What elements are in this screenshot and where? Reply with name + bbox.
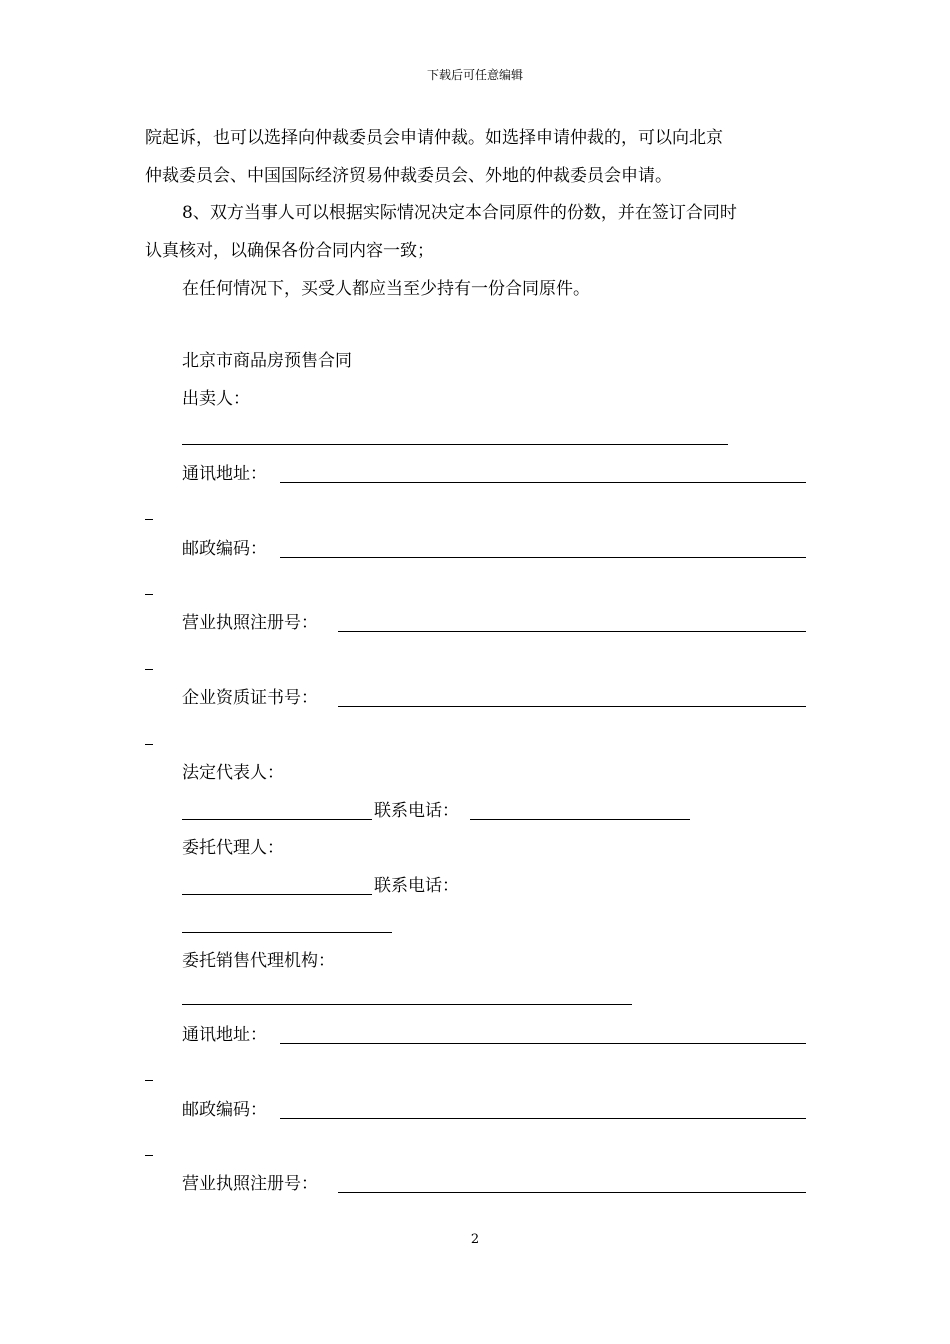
- blank-continuation: [145, 744, 153, 745]
- phone-blank: [182, 932, 392, 933]
- legal-rep-blank: [182, 819, 372, 820]
- paragraph-line: 认真核对，以确保各份合同内容一致；: [145, 241, 434, 261]
- phone-blank: [470, 819, 690, 820]
- address-blank: [280, 482, 806, 483]
- contract-title: 北京市商品房预售合同: [182, 351, 352, 371]
- agent-blank: [182, 894, 372, 895]
- paragraph-line: 院起诉，也可以选择向仲裁委员会申请仲裁。如选择申请仲裁的，可以向北京: [145, 128, 723, 148]
- address-label: 通讯地址：: [182, 464, 267, 484]
- legal-rep-label: 法定代表人：: [182, 763, 284, 783]
- paragraph-line: 仲裁委员会、中国国际经济贸易仲裁委员会、外地的仲裁委员会申请。: [145, 166, 672, 186]
- phone-label: 联系电话：: [374, 876, 459, 896]
- license-label: 营业执照注册号：: [182, 613, 318, 633]
- blank-continuation: [145, 669, 153, 670]
- address-blank: [280, 1043, 806, 1044]
- agent-label: 委托代理人：: [182, 838, 284, 858]
- sales-agency-blank: [182, 1004, 632, 1005]
- qualification-label: 企业资质证书号：: [182, 688, 318, 708]
- seller-label: 出卖人：: [182, 389, 250, 409]
- seller-blank: [182, 444, 728, 445]
- license-blank: [338, 1192, 806, 1193]
- blank-continuation: [145, 594, 153, 595]
- postcode-blank: [280, 1118, 806, 1119]
- postcode-blank: [280, 557, 806, 558]
- blank-continuation: [145, 519, 153, 520]
- license-label: 营业执照注册号：: [182, 1174, 318, 1194]
- page-header: 下载后可任意编辑: [426, 68, 523, 82]
- sales-agency-label: 委托销售代理机构：: [182, 951, 335, 971]
- paragraph-line: 8、双方当事人可以根据实际情况决定本合同原件的份数，并在签订合同时: [182, 203, 737, 223]
- blank-continuation: [145, 1155, 153, 1156]
- license-blank: [338, 631, 806, 632]
- qualification-blank: [338, 706, 806, 707]
- address-label: 通讯地址：: [182, 1025, 267, 1045]
- blank-continuation: [145, 1080, 153, 1081]
- phone-label: 联系电话：: [374, 801, 459, 821]
- postcode-label: 邮政编码：: [182, 1100, 267, 1120]
- postcode-label: 邮政编码：: [182, 539, 267, 559]
- page-number: 2: [470, 1232, 480, 1247]
- paragraph-line: 在任何情况下，买受人都应当至少持有一份合同原件。: [182, 279, 590, 299]
